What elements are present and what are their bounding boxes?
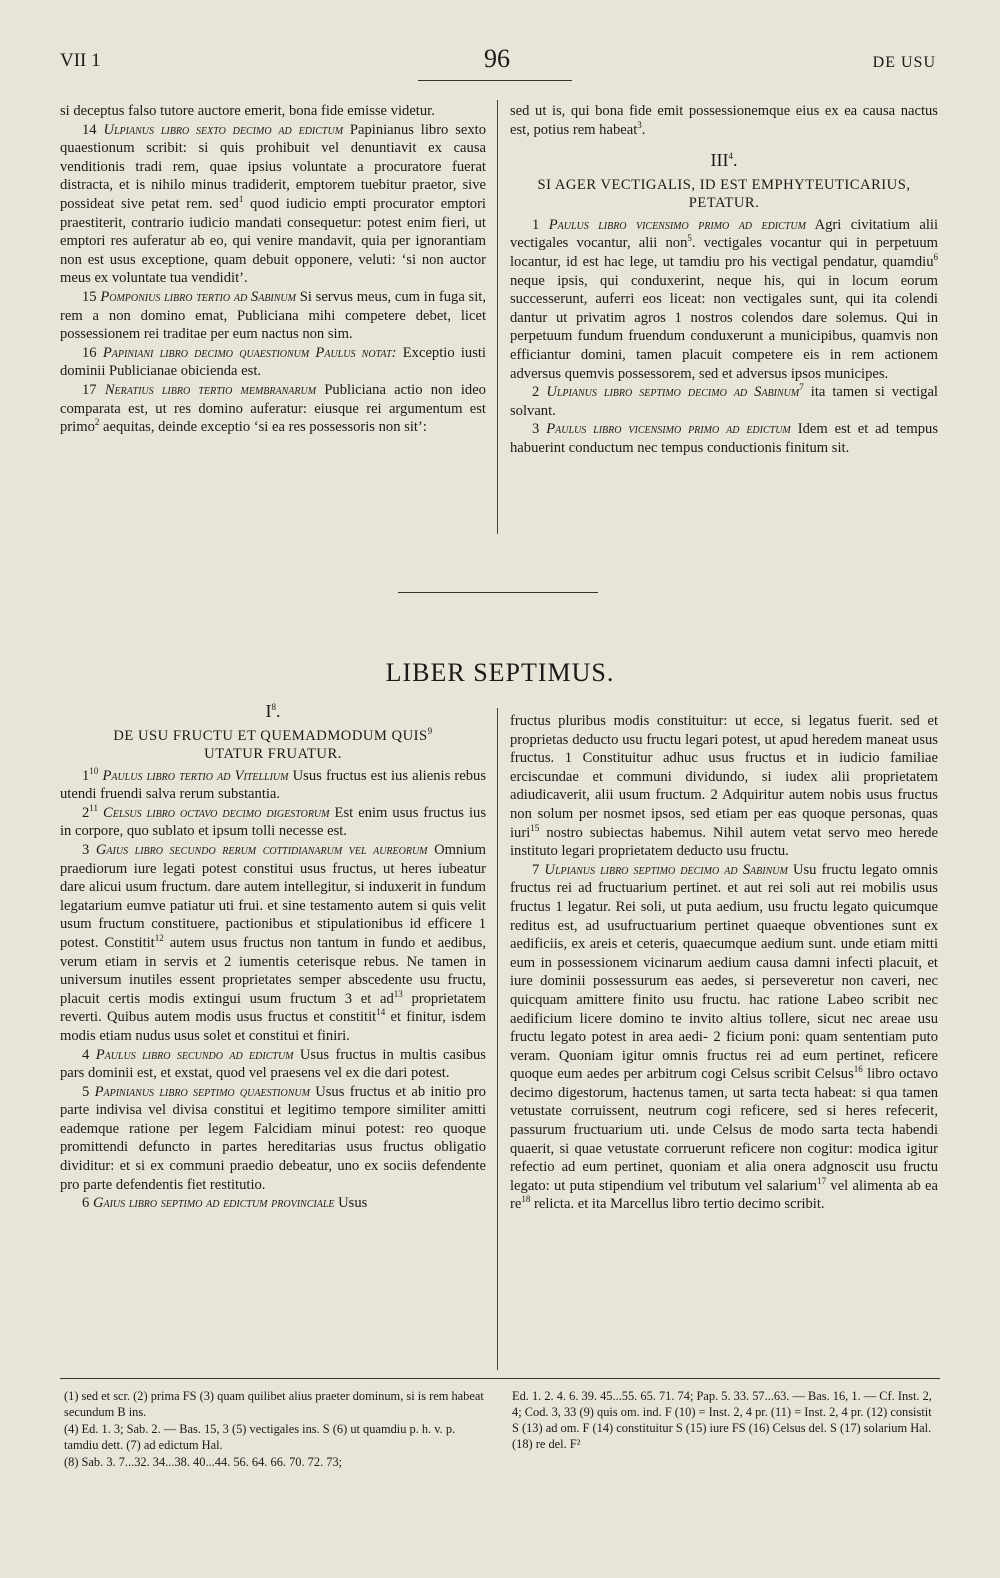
footnote-ref: 16 [853,1064,863,1075]
text: Usus [338,1195,368,1212]
paragraph [60,767,486,804]
paragraph [510,383,938,420]
bottom-right-column [510,712,938,1214]
fragment-number: 1 [532,216,540,233]
text: Usus fructus et ab initio pro parte indivisa vel divisa constitui et legitimo tempore similiter amitti eademque ratione per legem Falcidiam minui potest: reo quoque promittendi defuncto in partes hereditarias usus fructus obligatio dividitur: et si ex communi praedio debeatur, uno ex sociis defendente pro parte defendentis fiet restitutio. [60,1083,486,1193]
column-divider [497,100,498,534]
fragment-number: 2 [532,384,540,401]
paragraph [510,420,938,457]
book-title: LIBER SEPTIMUS. [385,658,615,687]
text: proprietatem reverti. Quibus autem modis usus fructus et constitit [60,990,486,1026]
top-left-column [60,102,486,437]
section-title: SI AGER VECTIGALIS, ID EST EMPHYTEUTICARIUS, PETATUR. [537,176,911,211]
text: Usu fructu legato omnis fructus rei ad fructuarium pertinet. et aut rei soli aut rei mobilis usus fructus 1 legatur. Rei soli, ut puta aedium, usu fructu legato quicumque reditus est, ad usufructuarium pertinet quaeque obventiones sunt ex aedificiis, ex areis et ceteris, quaecumque aedium sunt. unde etiam mitti eum in possessionem vicinarum aedium causa damni infecti placuit, et iure dominii possessurum eas aedes, si perseveretur non caveri, nec quicquam amittere finito usu fructu. hac ratione Labeo scribit nec aedificium licere domino te invito altius tollere, sicut nec areae usu fructu legato potest in area aedi- 2 ficium poni: quam sententiam puto veram. Quoniam igitur omnis fructus rei ad eum pertinet, reficere quoque eum aedes per arbitrum cogi Celsus scribit Celsus [510,861,938,1083]
paragraph: si deceptus falso tutore auctore emerit, bona fide emisse videtur. [60,103,435,119]
paragraph: sed ut is, qui bona fide emit possessionemque eius ex ea causa nactus est, potius rem habeat$^3$. [510,103,938,138]
fragment-number: 6 [82,1195,90,1212]
paragraph [60,381,486,437]
paragraph [60,288,486,344]
source-citation: Gaius libro secundo rerum cottidianarum vel aureorum [95,841,428,858]
footnote-ref: 14 [376,1007,386,1018]
source-citation: Gaius libro septimo ad edictum provinciale [92,1195,335,1212]
text: fructus pluribus modis constituitur: ut ecce, si legatus fuerit. sed et proprietas deducto usu fructu legari potest, ut apud heredem maneat usus fructus. 1 Constituitur adhuc usus fructus et in iudicio familiae erciscundae et communi dividundo, si iudex alii proprietatem adiudicaverit, alii usum fructum. 2 Adquiritur autem nobis usus fructus non solum per nosmet ipsos, sed etiam per eas quoque personas, quas iuri [510,713,938,841]
paragraph [510,712,938,861]
footnote-ref: 1 [238,194,244,205]
source-citation: Paulus libro tertio ad Vitellium [102,767,289,784]
fragment-number: 2 [82,804,90,821]
text: Idem est et ad tempus habuerint conductum nec tempus conductionis finitum sit. [510,421,939,456]
text: I [265,701,272,721]
fragment-number: 16 [82,344,97,361]
footnote-ref: 12 [154,933,164,944]
text: Usus fructus in multis casibus pars dominii est, et exstat, quod vel praesens vel ex die dari potest. [60,1046,486,1082]
fragment-number: 1 [82,767,90,784]
footnote-ref: 7 [799,382,804,393]
text: quod iudicio empti procurator emptori praestiterit, contrario iudicio mandati consequetur: potest enim fieri, ut emptori res auferatur ab eo, qui venire mandavit, quia per ignorantiam non est usus exceptione, quam debuit opponere, veluti: ‘si non auctor meus ex voluntate tua vendidit’. [60,195,486,287]
text: relicta. et ita Marcellus libro tertio decimo scribit. [534,1196,825,1213]
footnote-ref: 2 [94,417,100,428]
footnote-ref: 17 [817,1175,827,1186]
bottom-left-column [60,702,486,1213]
text: vel alimenta ab ea re [510,1177,939,1213]
paragraph [60,1083,486,1195]
paragraph [510,861,938,1214]
paragraph [60,841,486,1046]
section-number: III$^4$. [710,150,738,171]
text: DE USU FRUCTU ET QUEMADMODUM QUIS [113,727,428,744]
text: Publiciana actio non ideo comparata est, ut res domino auferatur: eiusque rei argumentum est primo [60,381,486,436]
text: Exceptio iusti dominii Publicianae obicienda est. [60,344,486,380]
footnote-ref: 5 [687,233,692,244]
footnote-ref: 11 [89,802,98,813]
paragraph [60,1194,486,1213]
footnote: (8) Sab. 3. 7...32. 34...38. 40...44. 56. 64. 66. 70. 72. 73; [64,1455,343,1469]
header-left: VII 1 [60,50,101,71]
text: . vectigales vocantur qui in perpetuum locantur, id est hac lege, ut tamdiu pro his vectigal pendatur, quamdiu [510,235,938,270]
footnotes-left [64,1388,488,1471]
source-citation: Papiniani libro decimo quaestionum Paulus notat: [102,344,397,361]
paragraph [60,344,486,381]
text: Usus fructus est ius alienis rebus utendi fruendi salva rerum substantia. [60,767,486,803]
footnote-ref: 6 [933,252,938,263]
source-citation: Ulpianus libro sexto decimo ad edictum [103,121,344,138]
footnote-ref: 10 [89,765,99,776]
paragraph [60,804,486,841]
text: ita tamen si vectigal solvant. [510,384,938,419]
text: sed ut is, qui bona fide emit possessionemque eius ex ea causa nactus est, potius rem habeat [510,103,938,138]
footnote-ref: 15 [530,822,540,833]
footnote-ref: 4 [728,151,733,162]
paragraph [60,1046,486,1083]
footnote-rule [60,1378,940,1379]
fragment-number: 14 [82,121,97,138]
text: libro octavo decimo digestorum, hactenus tamen, ut sarta tecta habeat: si qua tamen vetustate corruissent, neutrum cogi reficere, sed si heres refecerit, passurum fructuarium uti. unde Celsus de modo sarta tecta habendi quaerit, si quae vetustate corruerunt reficere non cogitur: modica igitur refectio ad eum pertinet, quoniam et alia onera adgnoscit usu fructu legato: ut puta stipendium vel tributum vel salarium [510,1066,938,1194]
footnote: Ed. 1. 2. 4. 6. 39. 45...55. 65. 71. 74; Pap. 5. 33. 57...63. — Bas. 16, 1. — Cf. Inst. 2, 4; Cod. 3, 33 (9) quis om. ind. F (10) = Inst. 2, 4 pr. (11) = Inst. 2, 4 pr. (12) consistit S (13) ad om. F (14) constituitur S (15) iure FS (16) Celsus del. S (17) solarium Hal. (18) re del. F² [512,1389,932,1451]
source-citation: Ulpianus libro septimo decimo ad Sabinum [544,861,788,878]
footnote-ref: 13 [393,988,403,999]
footnote: (4) Ed. 1. 3; Sab. 2. — Bas. 15, 3 (5) vectigales ins. S (6) ut quamdiu p. h. v. p. tamdiu dett. (7) ad edictum Hal. [64,1422,456,1452]
source-citation: Paulus libro vicensimo primo ad edictum [546,421,791,438]
footnote-ref: 18 [521,1194,531,1205]
column-divider [497,708,498,1370]
fragment-number: 15 [82,288,97,305]
text: UTATUR FRUATUR. [204,745,342,762]
source-citation: Pomponius libro tertio ad Sabinum [100,288,296,305]
source-citation: Paulus libro secundo ad edictum [95,1046,294,1063]
footnote-ref: 9 [427,725,433,736]
source-citation: Paulus libro vicensimo primo ad edictum [548,216,806,233]
source-citation: Neratius libro tertio membranarum [104,381,317,398]
text: neque ipsis, qui conduxerint, neque his, qui in locum eorum successerunt, auferri eos liceat: non vectigales sunt, qui ita colendi dantur ut privatim agros 1 nostros colendos dare solemus. Qui in perpetuum fundum fruendum conduxerunt a municipibus, quamvis non efficiantur domini, tamen placuit competere eis in rem actionem adversus quemvis possessorem, sed et adversus ipsos municipes. [510,272,938,382]
section-number: $I^8$. [265,701,281,721]
header-rule [418,80,572,81]
text: III [710,150,729,171]
source-citation: Ulpianus libro septimo decimo ad Sabinum [546,384,800,401]
footnote: (1) sed et scr. (2) prima FS (3) quam quilibet alius praeter dominum, si is rem habeat secundum B ins. [64,1389,484,1419]
top-right-column [510,102,938,458]
section-title [60,727,486,763]
footnote-ref: 8 [271,702,276,712]
text: aequitas, deinde exceptio ‘si ea res possessoris non sit’: [103,419,427,436]
fragment-number: 17 [82,381,97,398]
text: Si servus meus, cum in fuga sit, rem a non domino emat, Publiciana mihi competere debet, licet possessionem rei traditae per eum nactus non sim. [60,288,486,343]
page-number: 96 [484,44,510,73]
text: Papinianus libro sexto quaestionum scribit: si quis prohibuit vel denuntiavit ex causa venditionis tradi rem, quae ipsius voluntate a procuratore fuerat distracta, et is nihilo minus tradiderit, emptorem tuebitur praetor, sive possideat sive petat rem. sed [60,121,486,212]
fragment-number: 7 [532,861,540,878]
text: autem usus fructus non tantum in fundo et aedibus, verum etiam in servis et 2 iumentis ceterisque rebus. Ne tamen in universum inutiles essent proprietates semper abscedente usu fructu, placuit certis modis extingui usum fructum 3 et ad [60,934,487,1007]
paragraph [510,216,938,383]
footnotes-right [512,1388,938,1453]
header-right: DE USU [872,54,936,71]
fragment-number: 4 [82,1046,90,1063]
text: et finitur, isdem modis etiam nudus usus solet et constitui et finiri. [60,1009,486,1044]
text: Omnium praediorum iure legati potest constitui usus fructus, ut heres iubeatur dare alicui usum fructum. dare autem intellegitur, si induxerit in fundum legatarium eumve patiatur uti frui. et sine testamento autem si quis velit usum fructum constituere, pactionibus et stipulationibus id efficere 1 potest. Constitit [60,841,486,951]
fragment-number: 3 [532,421,540,438]
fragment-number: 5 [82,1083,90,1100]
paragraph [60,121,486,288]
source-citation: Celsus libro octavo decimo digestorum [103,804,330,821]
text: Agri civitatium alii vectigales vocantur, alii non [510,216,938,252]
text: nostro subiectas habemus. Nihil autem vetat servo meo herede instituto legari proprietatem deducto usu fructu. [510,824,938,860]
text: Est enim usus fructus ius in corpore, quo sublato et ipsum tolli necesse est. [60,804,486,840]
source-citation: Papinianus libro septimo quaestionum [94,1083,310,1100]
fragment-number: 3 [82,841,90,858]
footnote-ref: 3 [637,119,642,130]
book-rule [398,592,598,593]
